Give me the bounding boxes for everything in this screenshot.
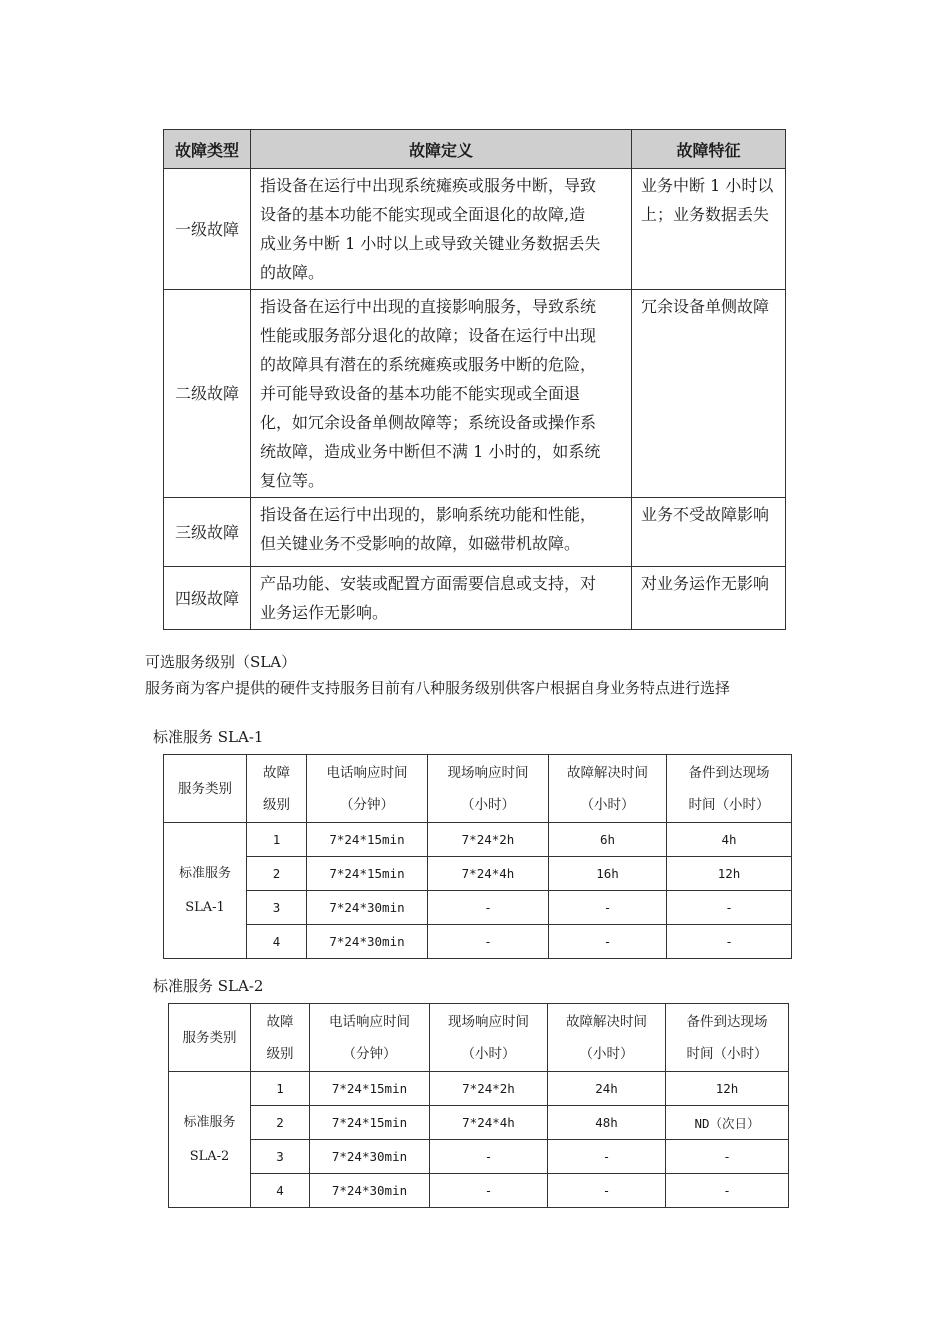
header-line: 备件到达现场 bbox=[688, 764, 770, 781]
table-row bbox=[164, 567, 786, 630]
header-fault-type: 故障类型 bbox=[164, 130, 251, 169]
table-cell: 4 bbox=[251, 1174, 310, 1208]
service-line: 标准服务 bbox=[183, 1114, 236, 1130]
header-parts-arrival bbox=[666, 1004, 789, 1072]
table-cell: - bbox=[667, 891, 792, 925]
table-cell: 16h bbox=[549, 857, 667, 891]
sla2-caption: 标准服务 SLA-2 bbox=[153, 977, 264, 995]
fault-feature-cell bbox=[632, 169, 786, 290]
table-cell: 1 bbox=[251, 1072, 310, 1106]
table-cell: 48h bbox=[548, 1106, 666, 1140]
header-parts-arrival bbox=[667, 755, 792, 823]
sla1-caption: 标准服务 SLA-1 bbox=[153, 728, 264, 746]
service-type-cell bbox=[164, 823, 247, 959]
table-cell: - bbox=[549, 925, 667, 959]
header-line: （小时） bbox=[461, 796, 515, 813]
header-fault-feature: 故障特征 bbox=[632, 130, 786, 169]
header-line: 故障 bbox=[266, 1013, 294, 1030]
fault-type-cell: 一级故障 bbox=[164, 169, 251, 290]
table-cell: 6h bbox=[549, 823, 667, 857]
header-line: 电话响应时间 bbox=[326, 764, 408, 781]
table-header-row bbox=[169, 1004, 789, 1072]
table-row bbox=[164, 857, 792, 891]
header-fault-level bbox=[247, 755, 307, 823]
header-onsite-response bbox=[430, 1004, 548, 1072]
text-line: 性能或服务部分退化的故障；设备在运行中出现 bbox=[260, 326, 597, 345]
table-cell: 24h bbox=[548, 1072, 666, 1106]
header-line: 电话响应时间 bbox=[329, 1013, 410, 1030]
fault-definition-cell bbox=[251, 169, 632, 290]
header-line: （小时） bbox=[580, 796, 635, 813]
table-cell: 4 bbox=[247, 925, 307, 959]
header-service-type: 服务类别 bbox=[164, 755, 247, 823]
sla1-table bbox=[163, 754, 792, 959]
service-line: SLA-1 bbox=[185, 899, 225, 915]
header-resolution-time bbox=[549, 755, 667, 823]
text-line: 指设备在运行中出现系统瘫痪或服务中断，导致 bbox=[260, 176, 597, 195]
text-line: 对业务运作无影响 bbox=[641, 574, 770, 593]
table-cell: 7*24*30min bbox=[307, 891, 428, 925]
table-cell: - bbox=[666, 1174, 789, 1208]
header-line: 故障解决时间 bbox=[566, 1013, 647, 1030]
fault-type-cell: 三级故障 bbox=[164, 498, 251, 567]
table-cell: 12h bbox=[667, 857, 792, 891]
text-line: 并可能导致设备的基本功能不能实现或全面退 bbox=[260, 384, 581, 403]
fault-feature-cell bbox=[632, 290, 786, 498]
table-cell: 7*24*30min bbox=[307, 925, 428, 959]
table-row bbox=[164, 891, 792, 925]
header-resolution-time bbox=[548, 1004, 666, 1072]
table-cell: - bbox=[548, 1140, 666, 1174]
header-phone-response bbox=[310, 1004, 430, 1072]
header-line: 故障解决时间 bbox=[567, 764, 648, 781]
table-row bbox=[164, 823, 792, 857]
table-row bbox=[169, 1140, 789, 1174]
fault-type-cell: 四级故障 bbox=[164, 567, 251, 630]
table-row bbox=[169, 1072, 789, 1106]
header-fault-definition: 故障定义 bbox=[251, 130, 632, 169]
table-header-row bbox=[164, 130, 786, 169]
header-line: 现场响应时间 bbox=[448, 1013, 529, 1030]
header-fault-level bbox=[251, 1004, 310, 1072]
table-cell: 7*24*2h bbox=[428, 823, 549, 857]
text-line: 化，如冗余设备单侧故障等；系统设备或操作系 bbox=[260, 413, 597, 432]
text-line: 统故障，造成业务中断但不满 1 小时的，如系统 bbox=[260, 442, 601, 461]
header-line: 时间（小时） bbox=[688, 796, 770, 813]
table-cell: - bbox=[428, 925, 549, 959]
text-line: 设备的基本功能不能实现或全面退化的故障,造 bbox=[260, 205, 586, 224]
header-onsite-response bbox=[428, 755, 549, 823]
fault-definition-cell bbox=[251, 498, 632, 567]
header-line: （小时） bbox=[579, 1045, 634, 1062]
table-cell: 3 bbox=[251, 1140, 310, 1174]
table-cell: 3 bbox=[247, 891, 307, 925]
text-line: 的故障具有潜在的系统瘫痪或服务中断的危险， bbox=[260, 355, 597, 374]
table-cell: 7*24*4h bbox=[428, 857, 549, 891]
table-cell: 7*24*15min bbox=[310, 1072, 430, 1106]
table-cell: - bbox=[548, 1174, 666, 1208]
service-type-cell bbox=[169, 1072, 251, 1208]
text-line: 但关键业务不受影响的故障，如磁带机故障。 bbox=[260, 534, 581, 553]
text-line: 复位等。 bbox=[260, 471, 325, 490]
header-line: （小时） bbox=[461, 1045, 516, 1062]
table-row bbox=[169, 1174, 789, 1208]
header-phone-response bbox=[307, 755, 428, 823]
service-line: 标准服务 bbox=[178, 865, 231, 881]
table-cell: 12h bbox=[666, 1072, 789, 1106]
text-line: 成业务中断 1 小时以上或导致关键业务数据丢失 bbox=[260, 234, 601, 253]
table-cell: 4h bbox=[667, 823, 792, 857]
table-cell: ND（次日） bbox=[666, 1106, 789, 1140]
table-cell: - bbox=[430, 1174, 548, 1208]
table-cell: 1 bbox=[247, 823, 307, 857]
header-line: （分钟） bbox=[340, 796, 394, 813]
header-line: （分钟） bbox=[342, 1045, 397, 1062]
table-row bbox=[169, 1106, 789, 1140]
header-line: 备件到达现场 bbox=[686, 1013, 768, 1030]
header-service-type: 服务类别 bbox=[169, 1004, 251, 1072]
table-row bbox=[164, 169, 786, 290]
table-cell: - bbox=[549, 891, 667, 925]
text-line: 业务中断 1 小时以 bbox=[641, 176, 774, 195]
text-line: 的故障。 bbox=[260, 263, 325, 282]
sla-section-title: 可选服务级别（SLA） bbox=[145, 653, 297, 671]
fault-level-table bbox=[163, 129, 786, 630]
table-cell: - bbox=[667, 925, 792, 959]
text-line: 业务不受故障影响 bbox=[641, 505, 770, 524]
text-line: 指设备在运行中出现的，影响系统功能和性能， bbox=[260, 505, 597, 524]
table-row bbox=[164, 498, 786, 567]
header-line: 故障 bbox=[263, 764, 290, 781]
table-cell: - bbox=[428, 891, 549, 925]
text-line: 产品功能、安装或配置方面需要信息或支持，对 bbox=[260, 574, 597, 593]
fault-feature-cell bbox=[632, 567, 786, 630]
text-line: 冗余设备单侧故障 bbox=[641, 297, 770, 316]
text-line: 指设备在运行中出现的直接影响服务，导致系统 bbox=[260, 297, 597, 316]
table-row bbox=[164, 290, 786, 498]
sla2-table bbox=[168, 1003, 789, 1208]
service-line: SLA-2 bbox=[189, 1148, 230, 1164]
table-header-row bbox=[164, 755, 792, 823]
table-cell: 7*24*2h bbox=[430, 1072, 548, 1106]
header-line: 级别 bbox=[263, 796, 290, 813]
table-cell: 7*24*4h bbox=[430, 1106, 548, 1140]
table-cell: 7*24*15min bbox=[310, 1106, 430, 1140]
table-cell: 7*24*30min bbox=[310, 1140, 430, 1174]
text-line: 上；业务数据丢失 bbox=[641, 205, 770, 224]
header-line: 时间（小时） bbox=[686, 1045, 768, 1062]
text-line: 业务运作无影响。 bbox=[260, 603, 389, 622]
table-cell: 2 bbox=[251, 1106, 310, 1140]
header-line: 级别 bbox=[266, 1045, 294, 1062]
fault-definition-cell bbox=[251, 567, 632, 630]
table-cell: 7*24*15min bbox=[307, 857, 428, 891]
table-cell: - bbox=[666, 1140, 789, 1174]
table-cell: 7*24*15min bbox=[307, 823, 428, 857]
header-line: 现场响应时间 bbox=[447, 764, 529, 781]
sla-section-intro: 服务商为客户提供的硬件支持服务目前有八种服务级别供客户根据自身业务特点进行选择 bbox=[145, 679, 731, 697]
fault-definition-cell bbox=[251, 290, 632, 498]
fault-feature-cell bbox=[632, 498, 786, 567]
table-cell: 7*24*30min bbox=[310, 1174, 430, 1208]
table-cell: 2 bbox=[247, 857, 307, 891]
fault-type-cell: 二级故障 bbox=[164, 290, 251, 498]
table-row bbox=[164, 925, 792, 959]
table-cell: - bbox=[430, 1140, 548, 1174]
